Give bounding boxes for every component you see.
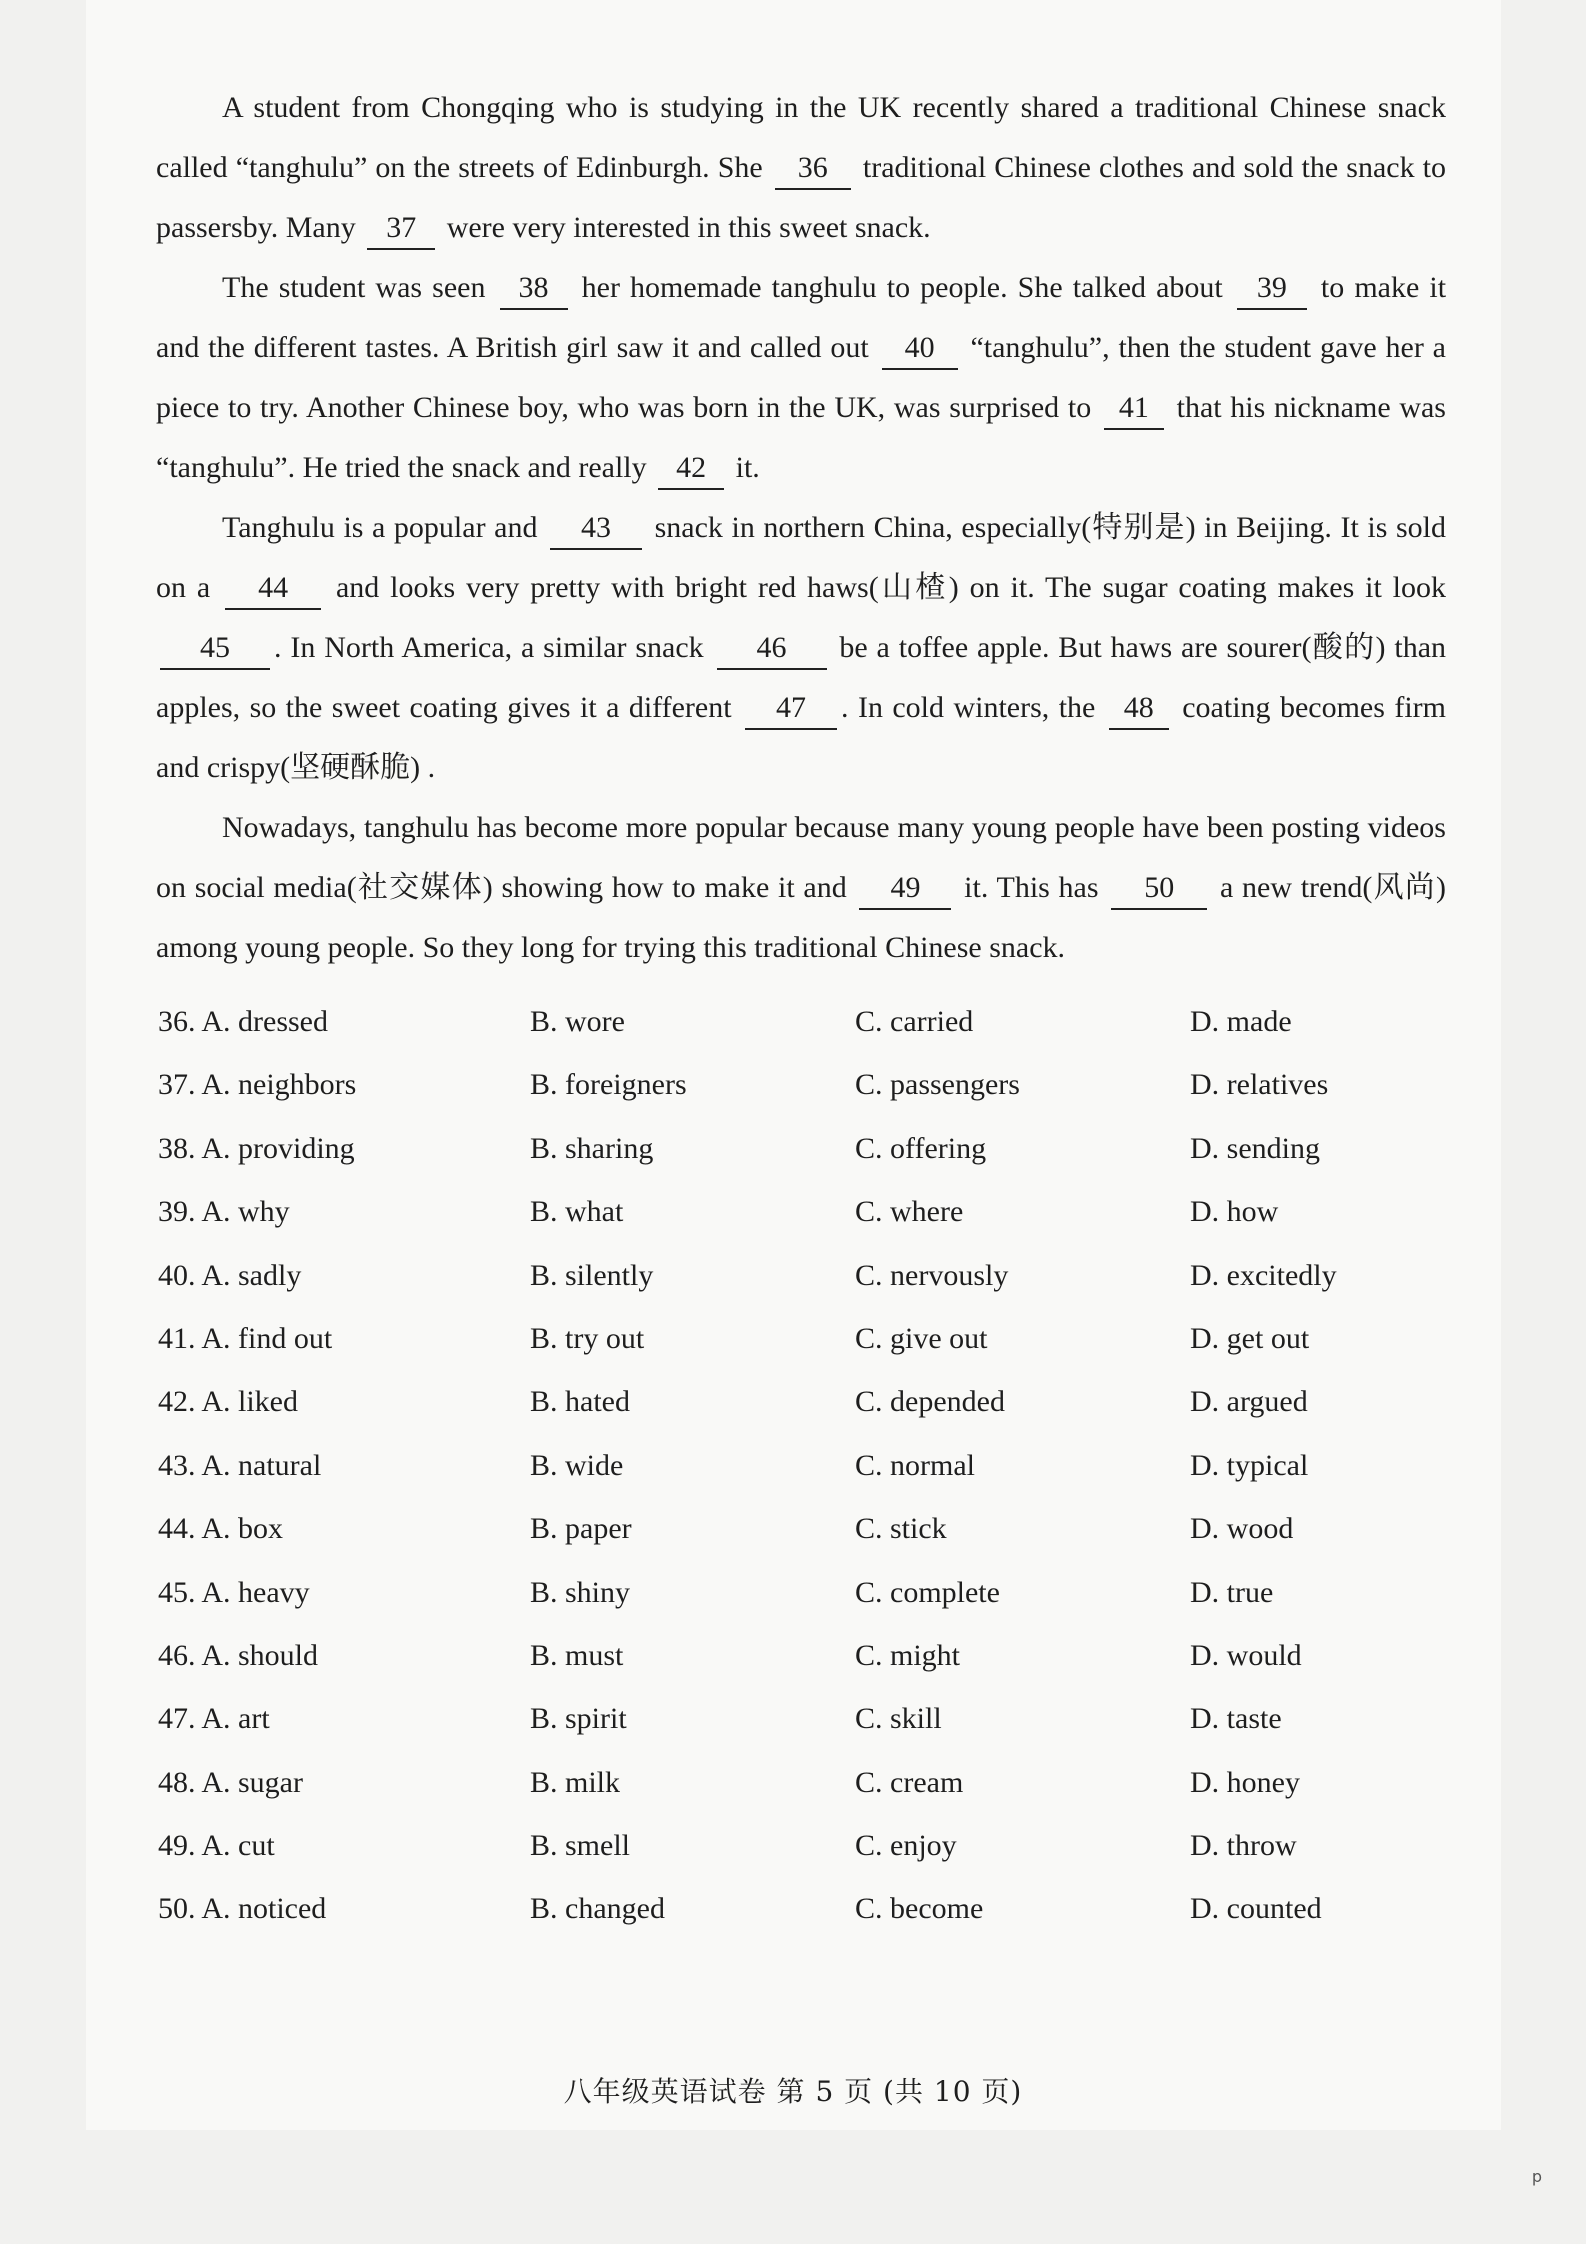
option-row-45 (158, 1576, 1458, 1639)
option-b: B. hated (530, 1385, 630, 1419)
blank-43: 43 (550, 508, 642, 550)
option-d: D. sending (1190, 1131, 1320, 1165)
blank-36: 36 (775, 148, 851, 190)
text: A student from Chongqing who is studying in the UK recently shared a traditional Chinese snack called “tanghulu” on the streets of Edinburgh. She (156, 91, 1446, 184)
option-d: D. taste (1190, 1702, 1282, 1736)
option-a: 45. A. heavy (158, 1575, 310, 1609)
option-d: D. excitedly (1190, 1258, 1337, 1292)
option-c: C. complete (855, 1575, 1000, 1609)
option-c: C. offering (855, 1131, 987, 1165)
answer-options (158, 1005, 1458, 1956)
blank-45: 45 (160, 628, 270, 670)
option-d: D. made (1190, 1005, 1292, 1038)
option-d: D. counted (1190, 1892, 1322, 1926)
blank-42: 42 (658, 448, 724, 490)
option-c: C. might (855, 1638, 961, 1672)
option-a: 38. A. providing (158, 1131, 355, 1165)
blank-44: 44 (225, 568, 321, 610)
option-b: B. must (530, 1638, 624, 1672)
option-d: D. get out (1190, 1321, 1310, 1355)
text: that his nickname was “tanghulu”. He tried the snack and really (156, 391, 1446, 484)
blank-47: 47 (745, 688, 837, 730)
blank-49: 49 (859, 868, 951, 910)
option-row-40 (158, 1259, 1458, 1322)
option-c: C. carried (855, 1005, 974, 1038)
blank-39: 39 (1237, 268, 1307, 310)
option-d: D. how (1190, 1195, 1279, 1229)
blank-40: 40 (882, 328, 958, 370)
text: snack in northern China, especially(特别是) in Beijing. It is sold on a (156, 511, 1446, 604)
option-b: B. silently (530, 1258, 654, 1292)
option-c: C. stick (855, 1512, 947, 1546)
option-a: 42. A. liked (158, 1385, 298, 1419)
text: to make it and the different tastes. A British girl saw it and called out (156, 271, 1447, 364)
option-c: C. enjoy (855, 1829, 957, 1863)
option-d: D. would (1190, 1638, 1302, 1672)
option-row-48 (158, 1766, 1458, 1829)
option-c: C. skill (855, 1702, 942, 1736)
option-d: D. typical (1190, 1448, 1309, 1482)
text: be a toffee apple. But haws are sourer(酸的) than apples, so the sweet coating gives it a different (156, 631, 1447, 724)
option-b: B. changed (530, 1892, 665, 1926)
option-c: C. nervously (855, 1258, 1009, 1292)
text: it. This has (964, 871, 1099, 904)
option-a: 37. A. neighbors (158, 1068, 357, 1102)
option-d: D. relatives (1190, 1068, 1329, 1102)
option-d: D. throw (1190, 1829, 1297, 1863)
text: a new trend(风尚) among young people. So they long for trying this traditional Chinese snack. (156, 871, 1446, 964)
option-a: 44. A. box (158, 1512, 284, 1546)
option-b: B. shiny (530, 1575, 631, 1609)
blank-46: 46 (717, 628, 827, 670)
text: . In North America, a similar snack (274, 631, 704, 664)
option-a: 50. A. noticed (158, 1892, 327, 1926)
blank-50: 50 (1111, 868, 1207, 910)
text: her homemade tanghulu to people. She talked about (581, 271, 1223, 304)
cloze-passage (156, 78, 1446, 978)
option-a: 41. A. find out (158, 1321, 333, 1355)
option-c: C. become (855, 1892, 984, 1926)
option-row-44 (158, 1512, 1458, 1575)
option-a: 49. A. cut (158, 1829, 275, 1863)
option-a: 43. A. natural (158, 1448, 322, 1482)
text: were very interested in this sweet snack. (446, 211, 931, 244)
text: . In cold winters, the (841, 691, 1096, 724)
option-d: D. honey (1190, 1765, 1300, 1799)
option-b: B. smell (530, 1829, 631, 1863)
option-a: 46. A. should (158, 1638, 319, 1672)
option-b: B. foreigners (530, 1068, 687, 1102)
option-a: 36. A. dressed (158, 1005, 328, 1038)
option-a: 47. A. art (158, 1702, 270, 1736)
option-c: C. normal (855, 1448, 975, 1482)
option-a: 39. A. why (158, 1195, 290, 1229)
blank-48: 48 (1109, 688, 1169, 730)
option-d: D. wood (1190, 1512, 1294, 1546)
option-d: D. argued (1190, 1385, 1308, 1419)
option-row-46 (158, 1639, 1458, 1702)
option-c: C. give out (855, 1321, 988, 1355)
text: The student was seen (222, 271, 486, 304)
option-a: 48. A. sugar (158, 1765, 303, 1799)
option-row-49 (158, 1829, 1458, 1892)
option-row-37 (158, 1068, 1458, 1131)
text: and looks very pretty with bright red haws(山楂) on it. The sugar coating makes it look (335, 571, 1447, 604)
option-row-39 (158, 1195, 1458, 1258)
option-b: B. spirit (530, 1702, 627, 1736)
option-c: C. passengers (855, 1068, 1020, 1102)
option-row-43 (158, 1449, 1458, 1512)
option-b: B. what (530, 1195, 624, 1229)
text: traditional Chinese clothes and sold the snack to passersby. Many (156, 151, 1447, 244)
blank-38: 38 (500, 268, 568, 310)
option-row-47 (158, 1702, 1458, 1765)
option-b: B. sharing (530, 1131, 654, 1165)
option-row-38 (158, 1132, 1458, 1195)
option-b: B. milk (530, 1765, 621, 1799)
text: it. (735, 451, 760, 484)
page-footer: 八年级英语试卷 第 5 页 (共 10 页) (563, 2075, 1023, 2108)
option-b: B. wide (530, 1448, 624, 1482)
option-row-42 (158, 1385, 1458, 1448)
text: “tanghulu”, then the student gave her a piece to try. Another Chinese boy, who was born in the UK, was surprised to (156, 331, 1446, 424)
option-a: 40. A. sadly (158, 1258, 302, 1292)
option-row-50 (158, 1892, 1458, 1955)
option-c: C. cream (855, 1765, 964, 1799)
option-row-36 (158, 1005, 1458, 1068)
option-b: B. wore (530, 1005, 625, 1038)
blank-41: 41 (1104, 388, 1164, 430)
text: coating becomes firm and crispy(坚硬酥脆) . (156, 691, 1447, 784)
option-row-41 (158, 1322, 1458, 1385)
option-c: C. where (855, 1195, 964, 1229)
text: Tanghulu is a popular and (222, 511, 538, 544)
blank-37: 37 (367, 208, 435, 250)
option-d: D. true (1190, 1575, 1274, 1609)
option-b: B. try out (530, 1321, 645, 1355)
paragraph-2 (156, 258, 1446, 498)
text: Nowadays, tanghulu has become more popular because many young people have been posting videos on social media(社交媒体) showing how to make it and (156, 811, 1446, 904)
margin-mark: p (1531, 2167, 1542, 2186)
paragraph-1 (156, 78, 1446, 258)
option-c: C. depended (855, 1385, 1005, 1419)
paragraph-3 (156, 498, 1446, 798)
option-b: B. paper (530, 1512, 632, 1546)
paragraph-4 (156, 798, 1446, 978)
